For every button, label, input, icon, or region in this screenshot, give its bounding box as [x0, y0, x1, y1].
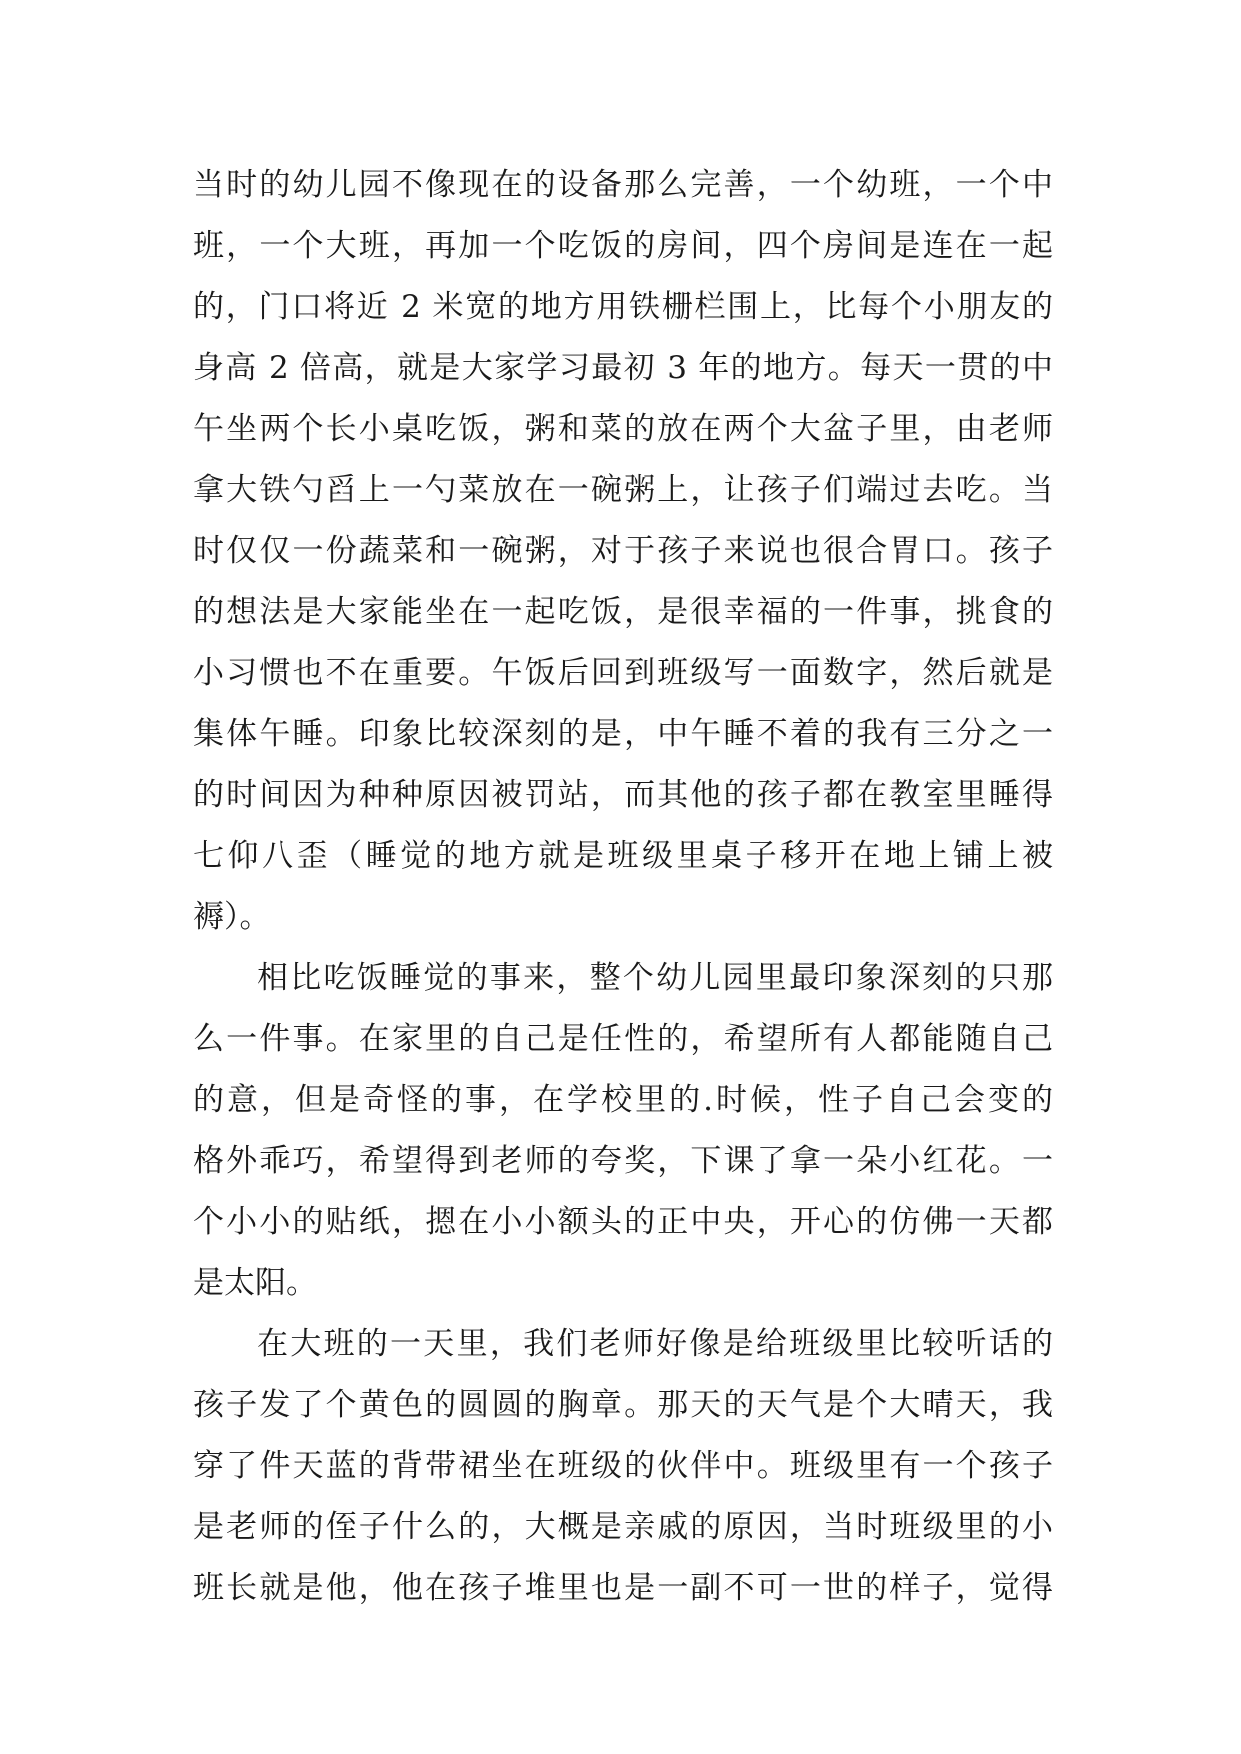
text-line: 相比吃饭睡觉的事来，整个幼儿园里最印象深刻的只那 — [257, 960, 1053, 996]
text-line: 集体午睡。印象比较深刻的是，中午睡不着的我有三分之一 — [193, 716, 1053, 752]
text-line: 当时的幼儿园不像现在的设备那么完善，一个幼班，一个中 — [193, 167, 1053, 203]
paragraph-1 — [193, 155, 1053, 948]
text-line: 的意，但是奇怪的事，在学校里的.时候，性子自己会变的 — [193, 1082, 1053, 1118]
text-line: 时仅仅一份蔬菜和一碗粥，对于孩子来说也很合胃口。孩子 — [193, 533, 1053, 569]
paragraph-3 — [193, 1314, 1053, 1619]
text-line: 班长就是他，他在孩子堆里也是一副不可一世的样子，觉得 — [193, 1570, 1053, 1606]
text-line: 的，门口将近 2 米宽的地方用铁栅栏围上，比每个小朋友的 — [193, 289, 1053, 325]
text-line: 的时间因为种种原因被罚站，而其他的孩子都在教室里睡得 — [193, 777, 1053, 813]
text-line: 是太阳。 — [193, 1265, 317, 1301]
text-line: 是老师的侄子什么的，大概是亲戚的原因，当时班级里的小 — [193, 1509, 1053, 1545]
text-line: 的想法是大家能坐在一起吃饭，是很幸福的一件事，挑食的 — [193, 594, 1053, 630]
paragraph-2 — [193, 948, 1053, 1314]
text-line: 穿了件天蓝的背带裙坐在班级的伙伴中。班级里有一个孩子 — [193, 1448, 1053, 1484]
text-line: 班，一个大班，再加一个吃饭的房间，四个房间是连在一起 — [193, 228, 1053, 264]
text-line: 格外乖巧，希望得到老师的夸奖，下课了拿一朵小红花。一 — [193, 1143, 1053, 1179]
text-line: 七仰八歪（睡觉的地方就是班级里桌子移开在地上铺上被 — [193, 838, 1053, 874]
text-line: 午坐两个长小桌吃饭，粥和菜的放在两个大盆子里，由老师 — [193, 411, 1053, 447]
text-line: 个小小的贴纸，摁在小小额头的正中央，开心的仿佛一天都 — [193, 1204, 1053, 1240]
text-line: 么一件事。在家里的自己是任性的，希望所有人都能随自己 — [193, 1021, 1053, 1057]
text-line: 身高 2 倍高，就是大家学习最初 3 年的地方。每天一贯的中 — [193, 350, 1053, 386]
text-line: 小习惯也不在重要。午饭后回到班级写一面数字，然后就是 — [193, 655, 1053, 691]
text-line: 在大班的一天里，我们老师好像是给班级里比较听话的 — [257, 1326, 1053, 1362]
text-line: 拿大铁勺舀上一勺菜放在一碗粥上，让孩子们端过去吃。当 — [193, 472, 1053, 508]
text-line: 褥）。 — [193, 899, 271, 935]
body-text — [193, 155, 1053, 1619]
text-line: 孩子发了个黄色的圆圆的胸章。那天的天气是个大晴天，我 — [193, 1387, 1053, 1423]
